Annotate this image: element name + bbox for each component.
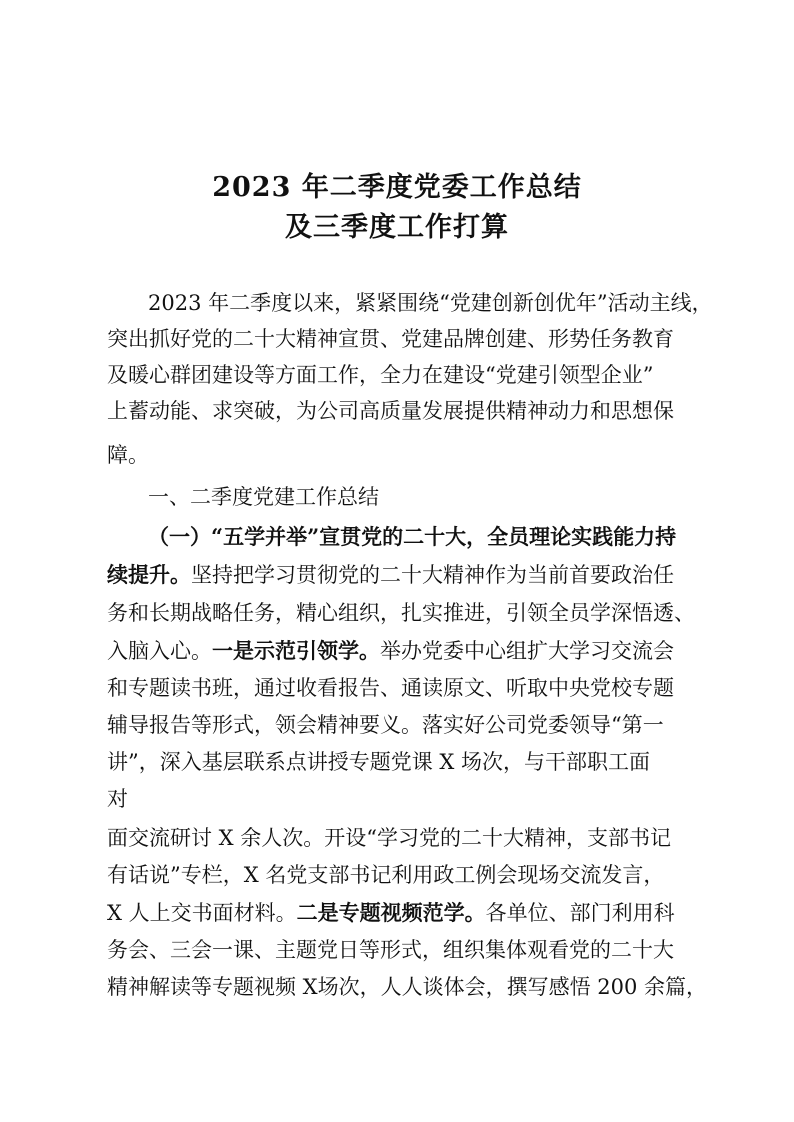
body-line (107, 636, 674, 666)
body-line (107, 898, 675, 928)
text-segment: 辅导报告等形式，领会精神要义。落实好公司党委领导“第一 (107, 713, 664, 737)
body-line (107, 823, 671, 853)
text-segment: 一、二季度党建工作总结 (148, 485, 379, 509)
body-line (107, 710, 664, 740)
bold-text-segment: 续提升。 (107, 562, 191, 587)
bold-text-segment: 二是专题视频范学。 (296, 900, 486, 925)
body-line (148, 482, 379, 512)
text-segment: 务会、三会一课、主题党日等形式，组织集体观看党的二十大 (107, 938, 674, 962)
text-segment: X 人上交书面材料。 (107, 901, 297, 925)
body-line (107, 360, 653, 390)
body-line (107, 324, 674, 354)
text-segment: 入脑入心。 (107, 639, 212, 663)
body-line (107, 440, 149, 470)
body-line (107, 972, 707, 1002)
text-segment: 坚持把学习贯彻党的二十大精神作为当前首要政治任 (191, 563, 674, 587)
body-line (148, 288, 713, 318)
bold-text-segment: 一是示范引领学。 (212, 638, 380, 663)
document-title-line-1: 2023 年二季度党委工作总结 (212, 172, 582, 203)
text-segment: 举办党委中心组扩大学习交流会 (380, 639, 674, 663)
body-line (107, 396, 674, 426)
bold-text-segment: （一）“五学并举”宣贯党的二十大，全员理论实践能力持 (148, 524, 677, 549)
text-segment: 2023 年二季度以来，紧紧围绕“党建创新创优年”活动主线， (148, 291, 713, 315)
text-segment: 讲”，深入基层联系点讲授专题党课 X 场次，与干部职工面 (107, 750, 651, 774)
body-line (148, 522, 676, 552)
text-segment: 各单位、部门利用科 (485, 901, 675, 925)
text-segment: 有话说”专栏，X 名党支部书记利用政工例会现场交流发言， (107, 863, 665, 887)
body-line (107, 784, 128, 814)
text-segment: 上蓄动能、求突破，为公司高质量发展提供精神动力和思想保 (107, 399, 674, 423)
text-segment: 障。 (107, 443, 149, 467)
text-segment: 对 (107, 787, 128, 811)
text-segment: 突出抓好党的二十大精神宣贯、党建品牌创建、形势任务教育 (107, 327, 674, 351)
body-line (107, 560, 674, 590)
body-line (107, 673, 674, 703)
text-segment: 及暖心群团建设等方面工作，全力在建设“党建引领型企业” (107, 363, 654, 387)
text-segment: 务和长期战略任务，精心组织，扎实推进，引领全员学深悟透、 (107, 601, 695, 625)
document-title-line-2: 及三季度工作打算 (285, 212, 509, 243)
body-line (107, 935, 674, 965)
body-line (107, 747, 650, 777)
text-segment: 面交流研讨 X 余人次。开设“学习党的二十大精神，支部书记 (107, 826, 672, 850)
body-line (107, 598, 695, 628)
text-segment: 精神解读等专题视频 X场次，人人谈体会，撰写感悟 200 余篇， (107, 975, 708, 999)
text-segment: 和专题读书班，通过收看报告、通读原文、听取中央党校专题 (107, 676, 674, 700)
body-line (107, 860, 664, 890)
